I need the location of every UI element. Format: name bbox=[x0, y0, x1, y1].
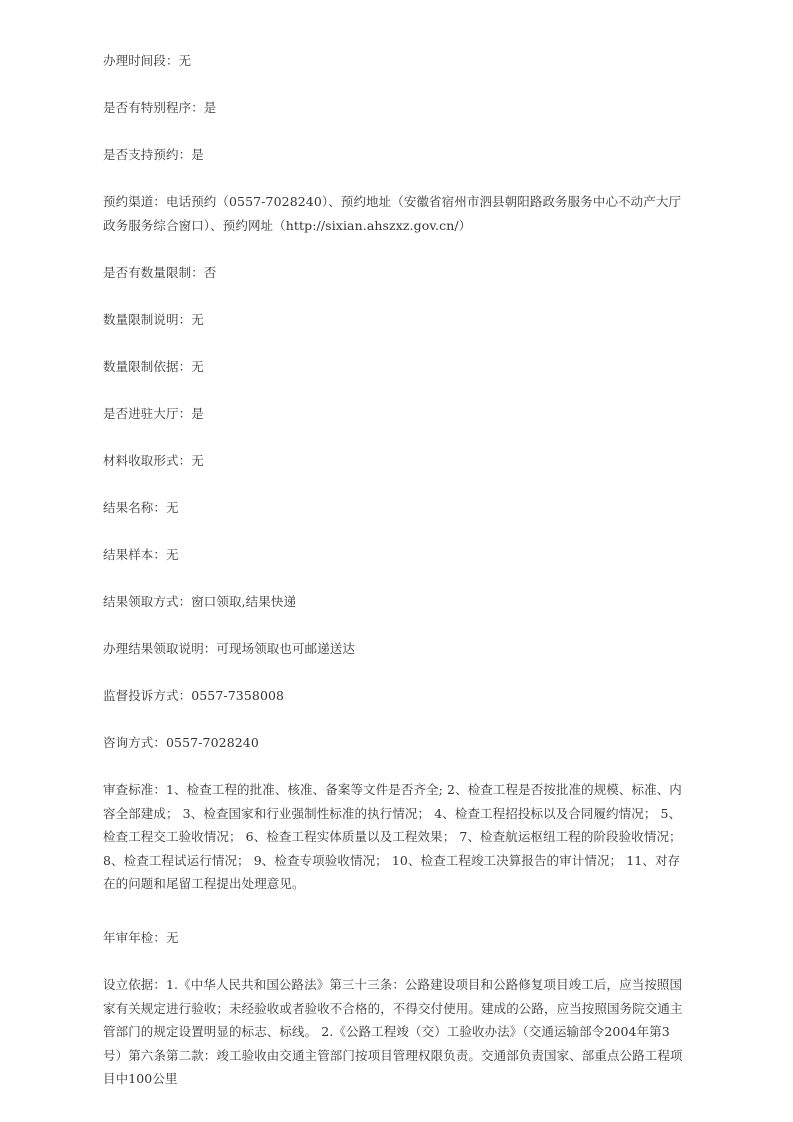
field-result-sample: 结果样本：无 bbox=[103, 547, 179, 562]
field-quantity-limit-desc: 数量限制说明：无 bbox=[103, 312, 204, 327]
field-appointment-channels: 预约渠道：电话预约（0557-7028240）、预约地址（安徽省宿州市泗县朝阳路政务服务中心不动产大厅政务服务综合窗口）、预约网址（http://sixian.ahszxz.gov.cn/） bbox=[103, 194, 682, 233]
field-review-standard: 审查标准：1、检查工程的批准、核准、备案等文件是否齐全; 2、检查工程是否按批准的规模、标准、内容全部建成； 3、检查国家和行业强制性标准的执行情况； 4、检查工程招投标以及合同履约情况； 5、检查工程交工验收情况； 6、检查工程实体质量以及工程效果； 7、检查航运枢纽工程的阶段验收情况； 8、检查工程试运行情况； 9、检查专项验收情况； 10、检查工程竣工决算报告的审计情况； 11、对存在的问题和尾留工程提出处理意见。 bbox=[103, 782, 682, 891]
field-complaint: 监督投诉方式：0557-7358008 bbox=[103, 688, 285, 703]
field-in-hall: 是否进驻大厅：是 bbox=[103, 406, 204, 421]
field-special-procedure: 是否有特别程序：是 bbox=[103, 100, 217, 115]
field-handling-period: 办理时间段：无 bbox=[103, 53, 192, 68]
field-result-name: 结果名称：无 bbox=[103, 500, 179, 515]
field-result-pickup: 结果领取方式：窗口领取,结果快递 bbox=[103, 594, 297, 609]
field-material-collection: 材料收取形式：无 bbox=[103, 453, 204, 468]
field-supports-appointment: 是否支持预约：是 bbox=[103, 147, 204, 162]
field-legal-basis: 设立依据：1.《中华人民共和国公路法》第三十三条：公路建设项目和公路修复项目竣工后，应当按照国家有关规定进行验收；未经验收或者验收不合格的，不得交付使用。建成的公路，应当按照国务院交通主管部门的规定设置明显的标志、标线。 2.《公路工程竣（交）工验收办法》（交通运输部令2004年第3号）第六条第二款：竣工验收由交通主管部门按项目管理权限负责。交通部负责国家、部重点公路工程项目中100公里 bbox=[103, 977, 683, 1086]
field-result-pickup-desc: 办理结果领取说明：可现场领取也可邮递送达 bbox=[103, 641, 356, 656]
field-annual-review: 年审年检：无 bbox=[103, 930, 179, 945]
field-quantity-limit: 是否有数量限制：否 bbox=[103, 265, 217, 280]
field-quantity-limit-basis: 数量限制依据：无 bbox=[103, 359, 204, 374]
field-consultation: 咨询方式：0557-7028240 bbox=[103, 735, 259, 750]
